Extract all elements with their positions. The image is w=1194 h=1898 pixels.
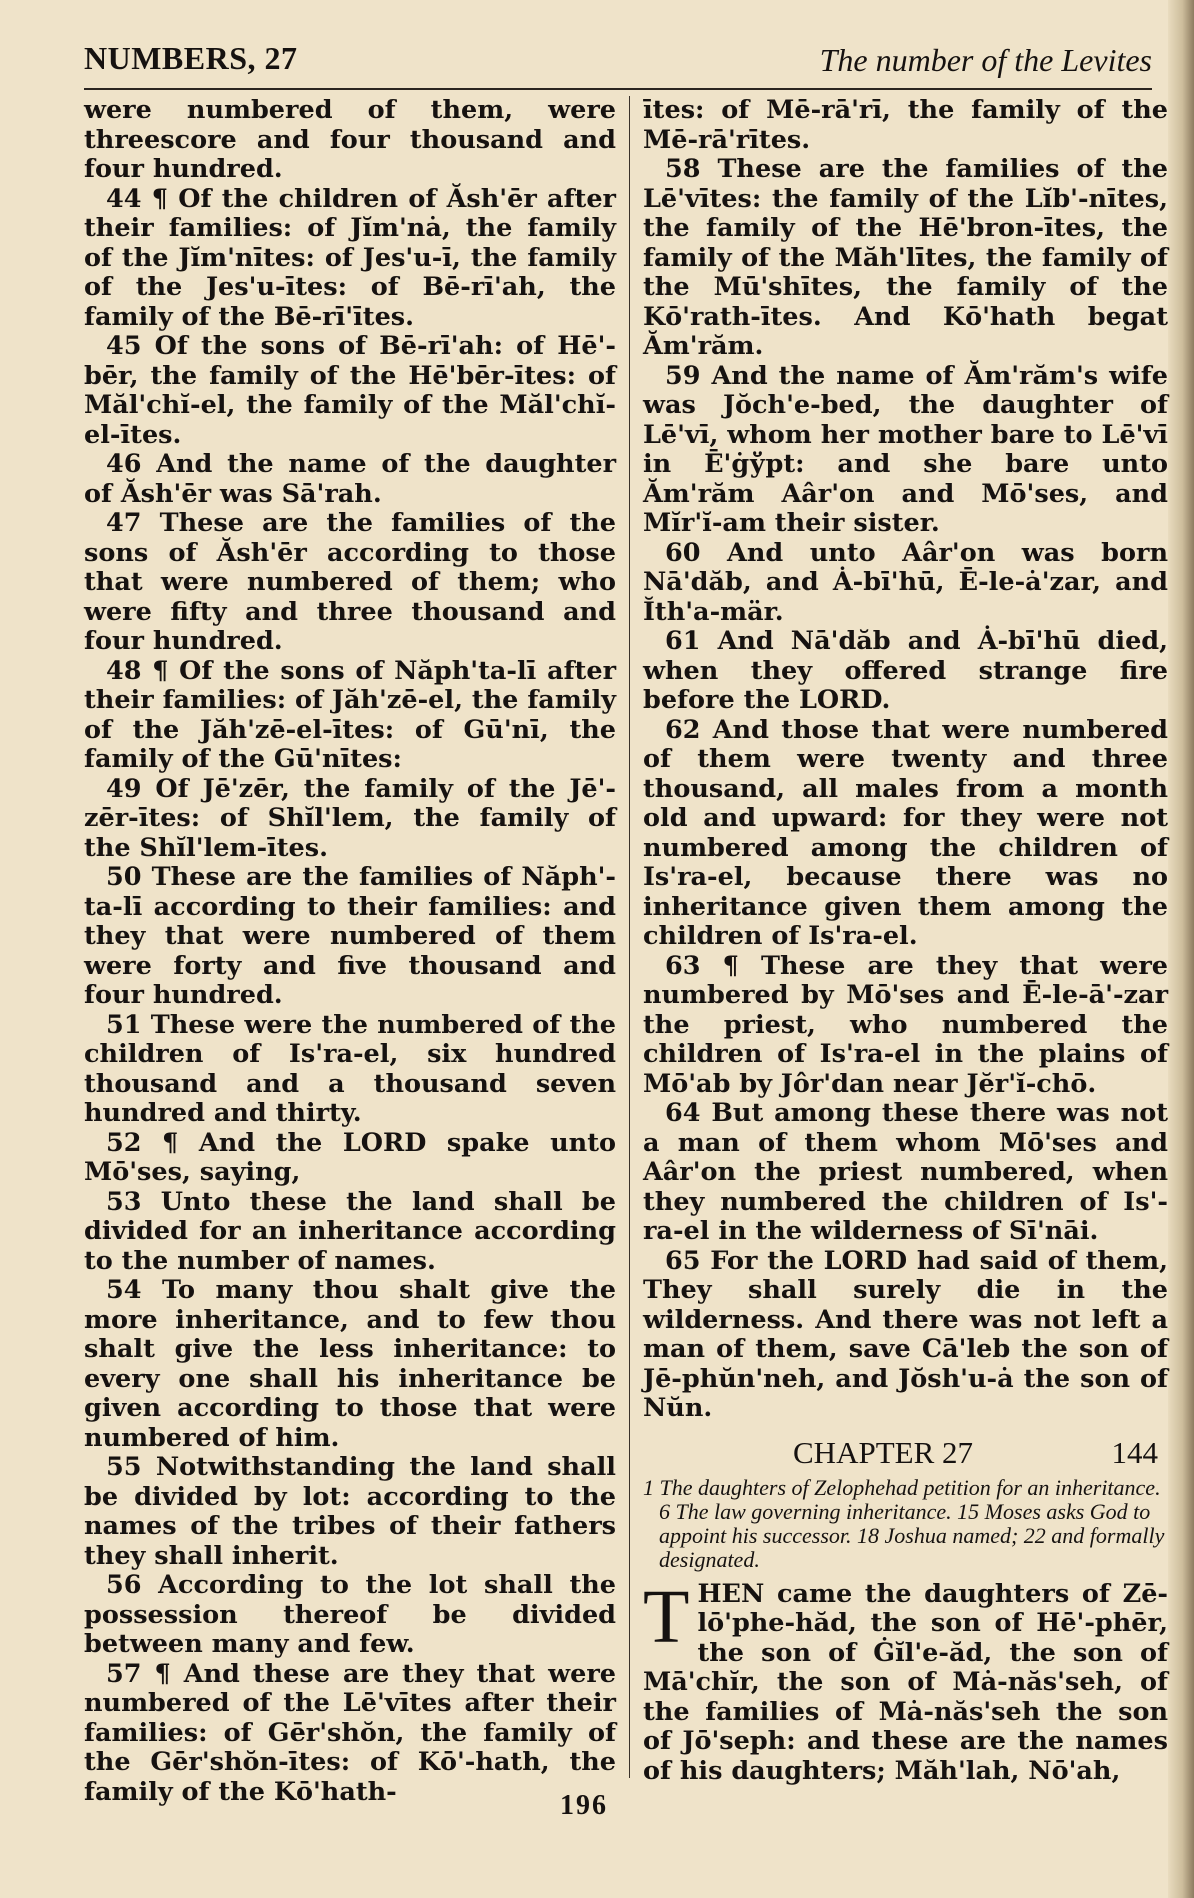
verse: 53 Unto these the land shall be divided for an inheritance according to the number of names. (84, 1186, 616, 1276)
chapter-summary: 1 The daughters of Zelophehad petition for an inheritance. 6 The law governing inheritance. 15 Moses asks God to appoint his successor. 18 Joshua named; 22 and formally designated. (643, 1474, 1165, 1572)
verse: 56 According to the lot shall the possession thereof be divided between many and few. (84, 1570, 616, 1659)
verse: 64 But among these there was not a man of them whom Mō'ses and Aâr'on the priest numbered, when they numbered the children of Is'-ra-el in the wilderness of Sī'nāi. (643, 1098, 1168, 1246)
verse: 65 For the LORD had said of them, They shall surely die in the wilderness. And there was not left a man of them, save Cā'leb the son of Jē-phŭn'neh, and Jŏsh'u-ȧ the son of Nŭn. (643, 1245, 1168, 1423)
running-head-book: NUMBERS, 27 (84, 40, 298, 76)
verse: 48 ¶ Of the sons of Năph'ta-lī after their families: of Jăh'zē-el, the family of the Jăh'zē-el-ītes: of Gū'nī, the family of the Gū'nītes: (84, 655, 616, 774)
chapter-heading (643, 1434, 1168, 1472)
verse: 45 Of the sons of Bē-rī'ah: of Hē'-bēr, the family of the Hē'bēr-ītes: of Măl'chĭ-el, the family of the Măl'chĭ-el-ītes. (84, 331, 616, 450)
page-number: 196 (560, 1790, 608, 1821)
chapter-reference-number: 144 (1111, 1434, 1158, 1470)
header-rule (84, 88, 1152, 90)
verse: 51 These were the numbered of the children of Is'ra-el, six hundred thousand and a thousand seven hundred and thirty. (84, 1009, 616, 1128)
verse: 44 ¶ Of the children of Ăsh'ēr after their families: of Jĭm'nȧ, the family of the Jĭm'nītes: of Jes'u-ī, the family of the Jes'u-ītes: of Bē-rī'ah, the family of the Bē-rī'ītes. (84, 183, 616, 332)
verse: 50 These are the families of Năph'-ta-lī according to their families: and they that were numbered of them were forty and five thousand and four hundred. (84, 862, 616, 1010)
drop-cap-letter: T (643, 1574, 690, 1659)
verse: 54 To many thou shalt give the more inheritance, and to few thou shalt give the less inheritance: to every one shall his inheritance be given according to those that were numbered of him. (84, 1275, 616, 1453)
verse: 55 Notwithstanding the land shall be divided by lot: according to the names of the tribes of their fathers they shall inherit. (84, 1452, 616, 1571)
right-column (643, 95, 1168, 1786)
verse: were numbered of them, were threescore and four thousand and four hundred. (84, 95, 616, 184)
verse: 62 And those that were numbered of them were twenty and three thousand, all males from a month old and upward: for they were not numbered among the children of Is'ra-el, because there was no inheritance given them among the children of Is'ra-el. (643, 714, 1168, 951)
running-head-topic: The number of the Levites (819, 42, 1152, 78)
verse: 63 ¶ These are they that were numbered by Mō'ses and Ē-le-ā'-zar the priest, who numbered the children of Is'ra-el in the plains of Mō'ab by Jôr'dan near Jĕr'ĭ-chō. (643, 950, 1168, 1099)
verse: 59 And the name of Ăm'răm's wife was Jŏch'e-bed, the daughter of Lē'vī, whom her mother bare to Lē'vī in Ē'ġўpt: and she bare unto Ăm'răm Aâr'on and Mō'ses, and Mĭr'ĭ-am their sister. (643, 360, 1168, 538)
chapter-title: CHAPTER 27 (793, 1434, 973, 1470)
verse: 46 And the name of the daughter of Ăsh'ēr was Sā'rah. (84, 449, 616, 509)
verse: 49 Of Jē'zēr, the family of the Jē'-zēr-ītes: of Shĭl'lem, the family of the Shĭl'lem-ītes. (84, 773, 616, 863)
verse: ītes: of Mē-rā'rī, the family of the Mē-rā'rītes. (643, 95, 1168, 155)
column-divider (629, 96, 630, 1778)
verse: 58 These are the families of the Lē'vītes: the family of the Lĭb'-nītes, the family of the Hē'bron-ītes, the family of the Măh'lītes, the family of the Mū'shītes, the family of the Kō'rath-ītes. And Kō'hath begat Ăm'răm. (643, 154, 1168, 361)
opening-text: HEN came the daughters of Zē-lō'phe-hăd, the son of Hē'-phēr, the son of Ġĭl'e-ăd, the son of Mā'chĭr, the son of Mȧ-năs'seh, of the families of Mȧ-năs'seh the son of Jō'seph: and these are the names of his daughters; Măh'lah, Nō'ah, (643, 1578, 1168, 1786)
verse: 61 And Nā'dăb and Ȧ-bī'hū died, when they offered strange fire before the LORD. (643, 626, 1168, 715)
verse: 57 ¶ And these are they that were numbered of the Lē'vītes after their families: of Gēr'shŏn, the family of the Gēr'shŏn-ītes: of Kō'-hath, the family of the Kō'hath- (84, 1658, 616, 1807)
page-edge (1168, 0, 1194, 1898)
verse: 52 ¶ And the LORD spake unto Mō'ses, saying, (84, 1127, 616, 1187)
chapter-opening-verse (643, 1574, 1168, 1787)
verse: 60 And unto Aâr'on was born Nā'dăb, and Ȧ-bī'hū, Ē-le-ȧ'zar, and Ĭth'a-mär. (643, 537, 1168, 627)
page-header (84, 40, 1152, 88)
verse: 47 These are the families of the sons of Ăsh'ēr according to those that were numbered of them; who were fifty and three thousand and four hundred. (84, 508, 616, 656)
